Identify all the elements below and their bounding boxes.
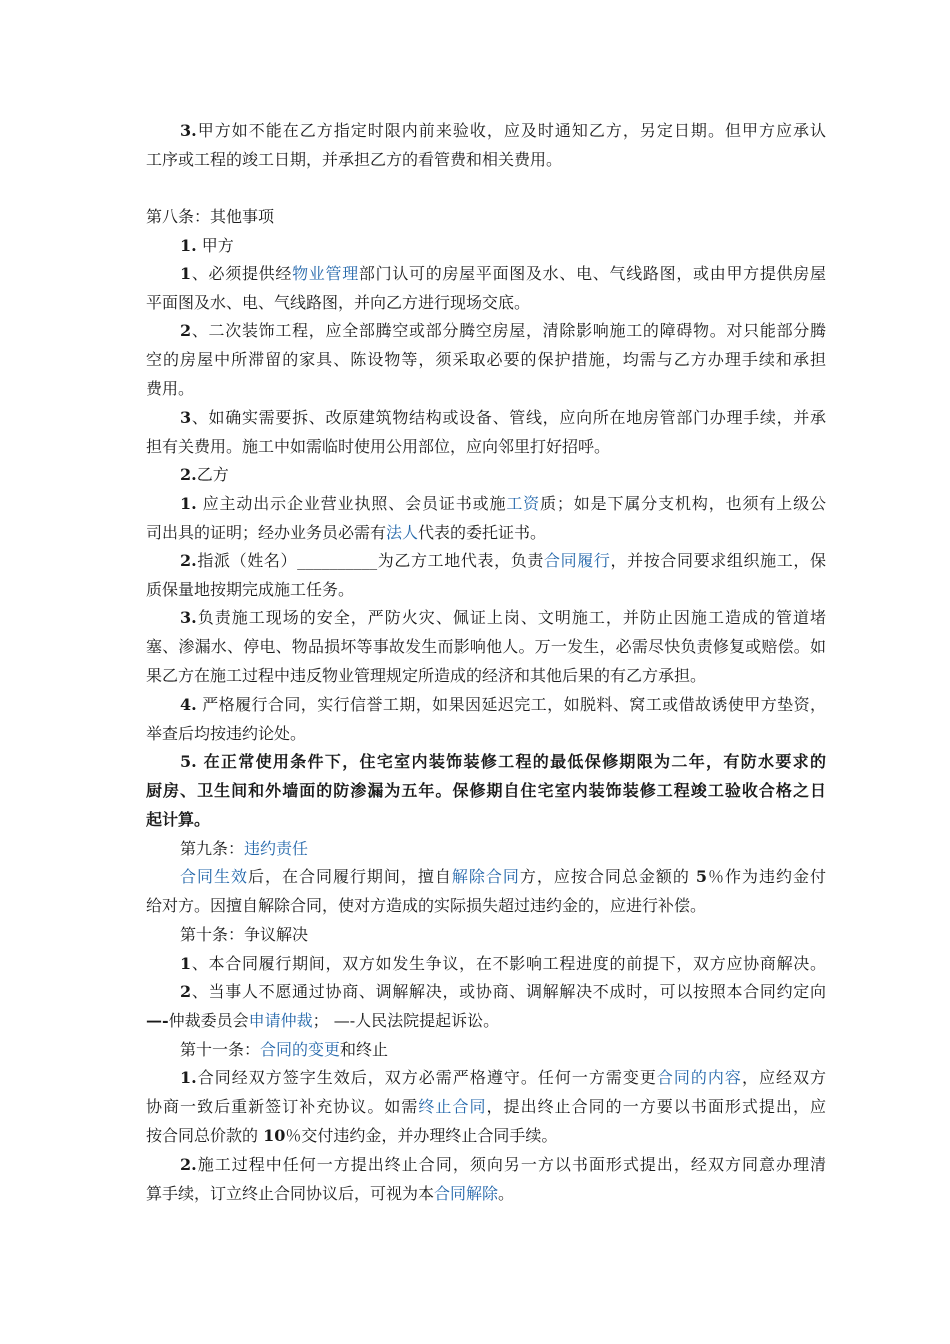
- text-run: 。: [498, 1184, 515, 1203]
- paragraph-line: [146, 350, 826, 370]
- item-number: 1: [180, 264, 192, 283]
- paragraph-line: [180, 408, 826, 428]
- item-number: —-: [146, 1011, 169, 1030]
- hyperlink[interactable]: 物业管理: [292, 264, 359, 283]
- text-run: 甲方如不能在乙方指定时限内前来验收，应及时通知乙方，另定日期。但甲方应承认: [196, 121, 826, 140]
- text-run: 、必须提供经: [191, 264, 293, 283]
- text-run: 费用。: [146, 379, 195, 398]
- text-run: ％作为违约金付: [707, 867, 826, 886]
- paragraph-line: [146, 207, 826, 227]
- hyperlink[interactable]: 合同的变更: [260, 1040, 341, 1059]
- item-number: 10: [263, 1126, 286, 1145]
- text-run: 塞、渗漏水、停电、物品损坏等事故发生而影响他人。万一发生，必需尽快负责修复或赔偿。如: [146, 637, 826, 656]
- text-run: 平面图及水、电、气线路图，并向乙方进行现场交底。: [146, 293, 531, 312]
- paragraph-line: [146, 580, 826, 600]
- paragraph-line: [146, 637, 826, 657]
- text-run: 司出具的证明；经办业务员必需有: [146, 523, 387, 542]
- text-run: 第八条：其他事项: [146, 207, 275, 226]
- hyperlink[interactable]: 终止合同: [418, 1097, 487, 1116]
- bold-text: 5. 在正常使用条件下，住宅室内装饰装修工程的最低保修期限为二年，有防水要求的: [180, 752, 826, 771]
- paragraph-line: [180, 494, 826, 514]
- hyperlink[interactable]: 违约责任: [244, 839, 309, 858]
- item-number: 3.: [180, 121, 197, 140]
- item-number: 1.: [180, 236, 197, 255]
- item-number: 3: [180, 408, 192, 427]
- text-run: 方，应按合同总金额的: [519, 867, 696, 886]
- text-run: 指派（姓名）__________为乙方工地代表，负责: [196, 551, 544, 570]
- text-run: 协商一致后重新签订补充协议。如需: [146, 1097, 419, 1116]
- bold-text: 起计算。: [146, 810, 211, 829]
- item-number: 1.: [180, 1068, 197, 1087]
- text-run: 第十条：争议解决: [180, 925, 309, 944]
- text-run: 担有关费用。施工中如需临时使用公用部位，应向邻里打好招呼。: [146, 437, 611, 456]
- paragraph-line: [146, 150, 826, 170]
- paragraph-line: [180, 1155, 826, 1175]
- text-run: 代表的委托证书。: [418, 523, 547, 542]
- text-run: ； —-人民法院提起诉讼。: [312, 1011, 500, 1030]
- text-run: 部门认可的房屋平面图及水、电、气线路图，或由甲方提供房屋: [358, 264, 826, 283]
- item-number: 1: [180, 954, 192, 973]
- paragraph-line: [180, 1068, 826, 1088]
- text-run: 、二次装饰工程，应全部腾空或部分腾空房屋，清除影响施工的障碍物。对只能部分腾: [191, 321, 826, 340]
- text-run: 举查后均按违约论处。: [146, 724, 307, 743]
- text-run: 甲方: [196, 236, 234, 255]
- item-number: 4.: [180, 695, 197, 714]
- text-run: 合同经双方签字生效后，双方必需严格遵守。任何一方需变更: [196, 1068, 657, 1087]
- paragraph-line: [180, 695, 826, 715]
- text-run: 仲裁委员会: [168, 1011, 249, 1030]
- text-run: 给对方。因擅自解除合同，使对方造成的实际损失超过违约金的，应进行补偿。: [146, 896, 707, 915]
- paragraph-line: [180, 465, 826, 485]
- paragraph-line: [146, 1126, 826, 1146]
- paragraph-line: [146, 293, 826, 313]
- paragraph-line: [146, 896, 826, 916]
- text-run: ，应经双方: [741, 1068, 826, 1087]
- paragraph-line: [146, 781, 826, 801]
- text-run: 负责施工现场的安全，严防火灾、佩证上岗、文明施工，并防止因施工造成的管道堵: [196, 608, 826, 627]
- hyperlink[interactable]: 工资: [506, 494, 541, 513]
- item-number: 1.: [180, 494, 197, 513]
- bold-text: 厨房、卫生间和外墙面的防渗漏为五年。保修期自住宅室内装饰装修工程竣工验收合格之日: [146, 781, 826, 800]
- text-run: 工序或工程的竣工日期，并承担乙方的看管费和相关费用。: [146, 150, 563, 169]
- text-run: ，提出终止合同的一方要以书面形式提出，应: [486, 1097, 826, 1116]
- paragraph-line: [180, 982, 826, 1002]
- item-number: 5: [695, 867, 708, 886]
- text-run: 果乙方在施工过程中违反物业管理规定所造成的经济和其他后果的有乙方承担。: [146, 666, 707, 685]
- item-number: 2.: [180, 551, 197, 570]
- paragraph-line: [180, 867, 826, 887]
- text-run: 第九条：: [180, 839, 245, 858]
- paragraph-line: [180, 264, 826, 284]
- paragraph-line: [146, 1097, 826, 1117]
- paragraph-line: [146, 437, 826, 457]
- paragraph-line: [146, 1184, 826, 1204]
- paragraph-line: [146, 666, 826, 686]
- item-number: 2: [180, 321, 192, 340]
- paragraph-line: [146, 724, 826, 744]
- text-run: 和终止: [340, 1040, 389, 1059]
- text-run: 质；如是下属分支机构，也须有上级公: [540, 494, 826, 513]
- hyperlink[interactable]: 合同解除: [434, 1184, 499, 1203]
- item-number: 2.: [180, 465, 197, 484]
- paragraph-line: [180, 752, 826, 772]
- text-run: 应主动出示企业营业执照、会员证书或施: [196, 494, 507, 513]
- paragraph-line: [180, 121, 826, 141]
- paragraph-line: [180, 551, 826, 571]
- text-run: 第十一条：: [180, 1040, 261, 1059]
- text-run: 乙方: [196, 465, 229, 484]
- item-number: 2.: [180, 1155, 197, 1174]
- text-run: ，并按合同要求组织施工，保: [610, 551, 826, 570]
- text-run: 后，在合同履行期间，擅自: [247, 867, 452, 886]
- hyperlink[interactable]: 合同生效: [180, 867, 248, 886]
- text-run: 施工过程中任何一方提出终止合同，须向另一方以书面形式提出，经双方同意办理清: [196, 1155, 826, 1174]
- item-number: 2: [180, 982, 192, 1001]
- paragraph-line: [146, 810, 826, 830]
- item-number: 3.: [180, 608, 197, 627]
- paragraph-line: [180, 954, 826, 974]
- hyperlink[interactable]: 解除合同: [451, 867, 520, 886]
- text-run: 严格履行合同，实行信誉工期，如果因延迟完工，如脱料、窝工或借故诱使甲方垫资，: [196, 695, 826, 714]
- paragraph-line: [180, 236, 826, 256]
- paragraph-line: [180, 925, 826, 945]
- paragraph-line: [180, 321, 826, 341]
- hyperlink[interactable]: 合同的内容: [656, 1068, 742, 1087]
- paragraph-line: [180, 608, 826, 628]
- text-run: 、本合同履行期间，双方如发生争议，在不影响工程进度的前提下，双方应协商解决。: [191, 954, 826, 973]
- text-run: 空的房屋中所滞留的家具、陈设物等，须采取必要的保护措施，均需与乙方办理手续和承担: [146, 350, 826, 369]
- paragraph-line: [180, 1040, 826, 1060]
- text-run: 算手续，订立终止合同协议后，可视为本: [146, 1184, 435, 1203]
- hyperlink[interactable]: 申请仲裁: [248, 1011, 313, 1030]
- hyperlink[interactable]: 合同履行: [543, 551, 611, 570]
- text-run: ％交付违约金，并办理终止合同手续。: [285, 1126, 558, 1145]
- text-run: 、当事人不愿通过协商、调解解决，或协商、调解解决不成时，可以按照本合同约定向: [191, 982, 826, 1001]
- paragraph-line: [146, 523, 826, 543]
- paragraph-line: [146, 1011, 826, 1031]
- paragraph-line: [146, 379, 826, 399]
- hyperlink[interactable]: 法人: [386, 523, 419, 542]
- text-run: 、如确实需要拆、改原建筑物结构或设备、管线，应向所在地房管部门办理手续，并承: [191, 408, 826, 427]
- text-run: 质保量地按期完成施工任务。: [146, 580, 355, 599]
- text-run: 按合同总价款的: [146, 1126, 264, 1145]
- paragraph-line: [180, 839, 826, 859]
